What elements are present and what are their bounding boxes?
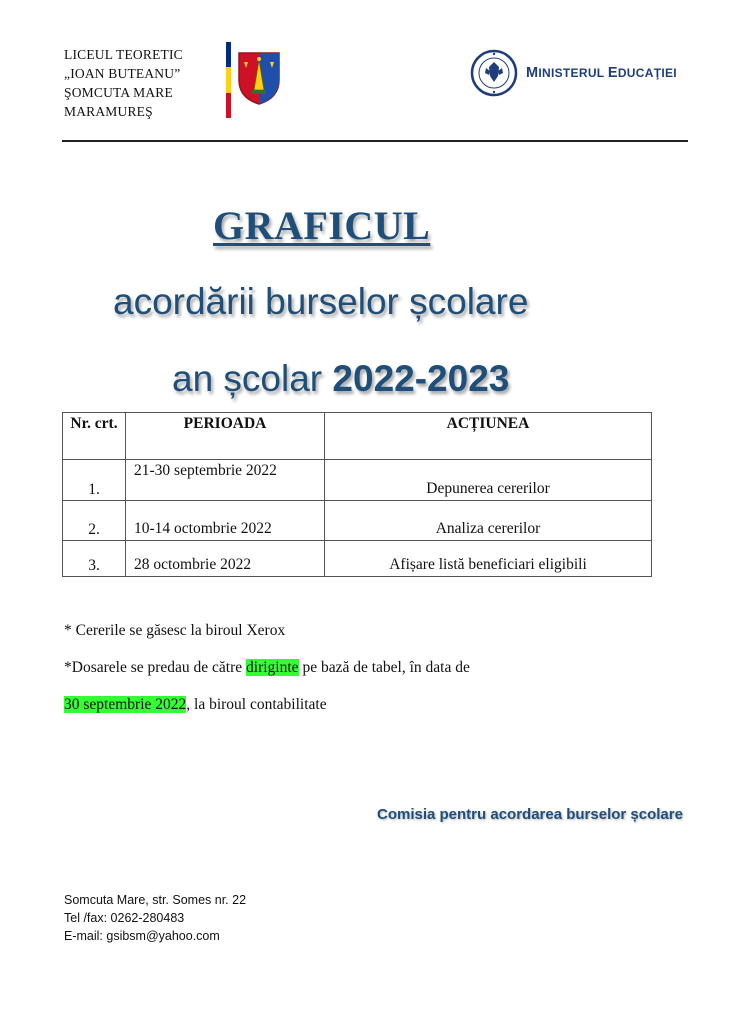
footer-email: E-mail: gsibsm@yahoo.com <box>64 929 220 943</box>
school-year: 2022-2023 <box>332 358 510 399</box>
school-line: MARAMUREŞ <box>64 104 153 119</box>
row-period: 21-30 septembrie 2022 <box>126 460 325 501</box>
header-period: PERIOADA <box>126 413 325 460</box>
school-year-line: an școlar 2022-2023 <box>172 358 510 399</box>
row-number: 1. <box>63 460 126 501</box>
document-subtitle: acordării burselor școlare <box>113 281 529 322</box>
note-line: 30 septembrie 2022, la biroul contabilitate <box>64 696 327 713</box>
school-line: ŞOMCUTA MARE <box>64 85 173 100</box>
note-line: * Cererile se găsesc la biroul Xerox <box>64 622 286 639</box>
table-header-row <box>63 413 652 460</box>
ministry-logo-block <box>470 49 677 97</box>
school-line: „IOAN BUTEANU” <box>64 66 181 81</box>
row-number: 2. <box>63 501 126 541</box>
table-row <box>63 541 652 577</box>
footer-contact <box>64 891 246 945</box>
school-line: LICEUL TEORETIC <box>64 47 183 62</box>
row-action: Afișare listă beneficiari eligibili <box>325 541 652 577</box>
ministry-name: MINISTERUL EDUCAŢIEI <box>526 65 677 81</box>
table-row <box>63 460 652 501</box>
county-coat-of-arms-icon <box>236 50 282 106</box>
notes-block <box>64 612 470 723</box>
header-nr: Nr. crt. <box>63 413 126 460</box>
row-action: Analiza cererilor <box>325 501 652 541</box>
government-seal-icon <box>470 49 518 97</box>
highlight-date: 30 septembrie 2022 <box>64 696 187 713</box>
note-line: *Dosarele se predau de către diriginte pe bază de tabel, în data de <box>64 659 470 676</box>
romanian-flag-stripe <box>226 42 231 118</box>
committee-signature: Comisia pentru acordarea burselor școlare <box>377 806 683 823</box>
row-period: 28 octombrie 2022 <box>126 541 325 577</box>
document-title: GRAFICUL <box>213 203 431 248</box>
row-number: 3. <box>63 541 126 577</box>
row-action: Depunerea cererilor <box>325 460 652 501</box>
footer-address: Somcuta Mare, str. Somes nr. 22 <box>64 893 247 907</box>
highlight-diriginte: diriginte <box>246 659 299 676</box>
footer-phone: Tel /fax: 0262-280483 <box>64 911 185 925</box>
header-action: ACȚIUNEA <box>325 413 652 460</box>
row-period: 10-14 octombrie 2022 <box>126 501 325 541</box>
table-row <box>63 501 652 541</box>
school-name-block <box>64 45 183 121</box>
schedule-table <box>62 412 652 577</box>
header-divider <box>62 140 688 142</box>
